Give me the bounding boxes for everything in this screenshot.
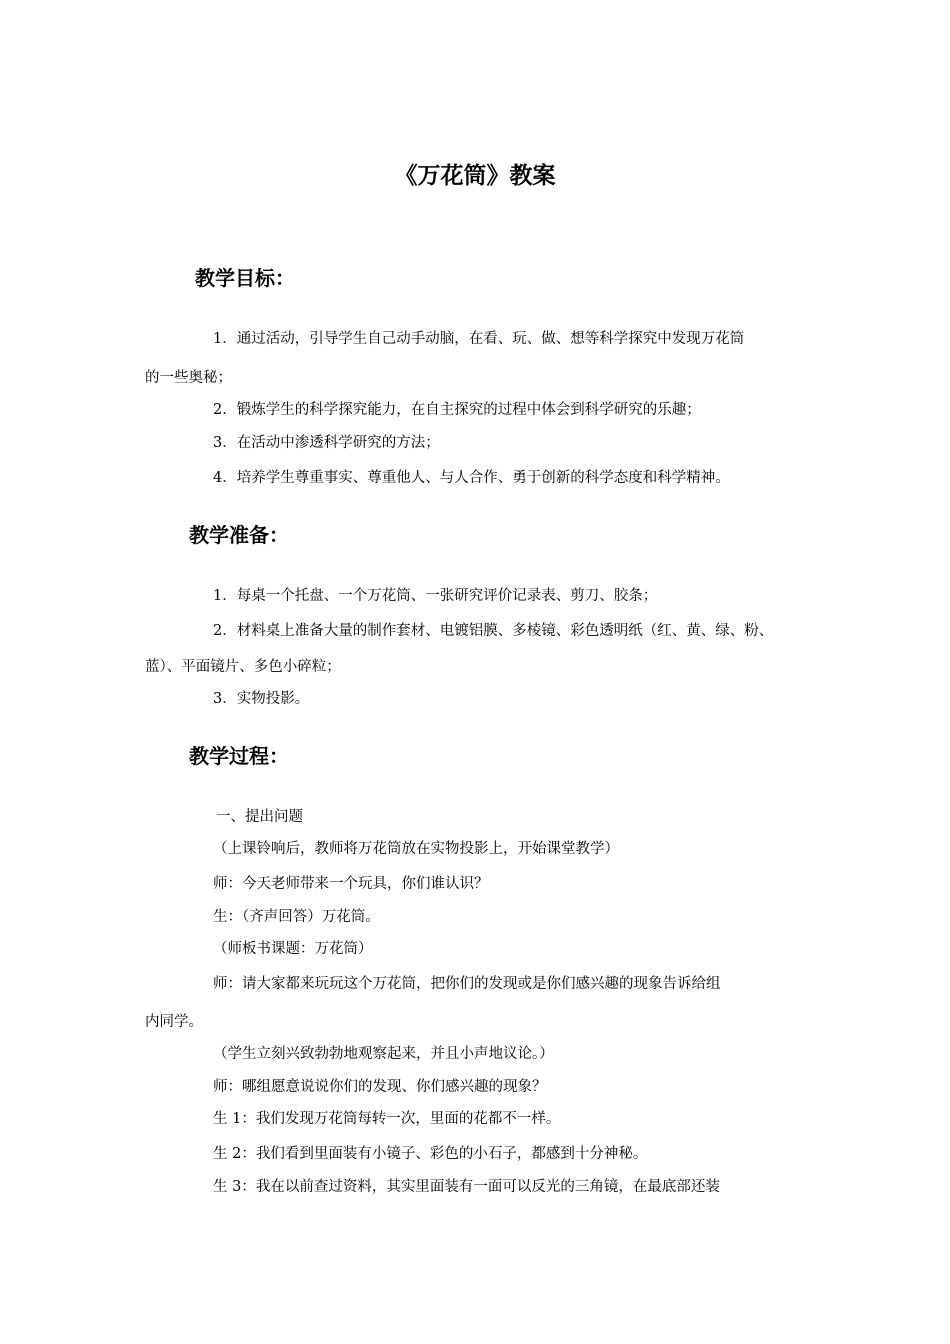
process-line-6-cont: 内同学。 — [145, 1014, 203, 1030]
process-line-1: 一、提出问题 — [216, 809, 303, 825]
process-line-10: 生 2：我们看到里面装有小镜子、彩色的小石子，都感到十分神秘。 — [213, 1146, 648, 1162]
section-heading-preparation: 教学准备： — [189, 523, 289, 547]
goals-line-3: 3．在活动中渗透科学研究的方法； — [213, 435, 440, 451]
document-title: 《万花筒》教案 — [394, 163, 556, 189]
process-line-2: （上课铃响后，教师将万花筒放在实物投影上，开始课堂教学） — [213, 841, 619, 857]
process-line-6: 师：请大家都来玩玩这个万花筒，把你们的发现或是你们感兴趣的现象告诉给组 — [213, 976, 721, 992]
process-line-8: 师：哪组愿意说说你们的发现、你们感兴趣的现象？ — [213, 1079, 547, 1095]
process-line-4: 生：（齐声回答）万花筒。 — [213, 909, 380, 925]
process-line-7: （学生立刻兴致勃勃地观察起来，并且小声地议论。） — [213, 1046, 554, 1062]
process-line-3: 师：今天老师带来一个玩具，你们谁认识？ — [213, 876, 489, 892]
goals-line-4: 4．培养学生尊重事实、尊重他人、与人合作、勇于创新的科学态度和科学精神。 — [213, 470, 730, 486]
prep-line-3: 3．实物投影。 — [213, 691, 310, 707]
goals-line-1-cont: 的一些奥秘； — [145, 370, 232, 386]
process-line-11: 生 3：我在以前查过资料，其实里面装有一面可以反光的三角镜，在最底部还装 — [213, 1179, 720, 1195]
prep-line-2-cont: 蓝）、平面镜片、多色小碎粒； — [145, 659, 341, 675]
prep-line-2: 2．材料桌上准备大量的制作套材、电镀铝膜、多棱镜、彩色透明纸（红、黄、绿、粉、 — [213, 623, 774, 639]
goals-line-2: 2．锻炼学生的科学探究能力，在自主探究的过程中体会到科学研究的乐趣； — [213, 402, 701, 418]
section-heading-goals: 教学目标： — [195, 266, 295, 290]
section-heading-process: 教学过程： — [189, 744, 289, 768]
goals-line-1: 1．通过活动，引导学生自己动手动脑，在看、玩、做、想等科学探究中发现万花筒 — [213, 331, 745, 347]
process-line-9: 生 1：我们发现万花筒每转一次，里面的花都不一样。 — [213, 1111, 561, 1127]
process-line-5: （师板书课题：万花筒） — [213, 941, 373, 957]
prep-line-1: 1．每桌一个托盘、一个万花筒、一张研究评价记录表、剪刀、胶条； — [213, 588, 658, 604]
